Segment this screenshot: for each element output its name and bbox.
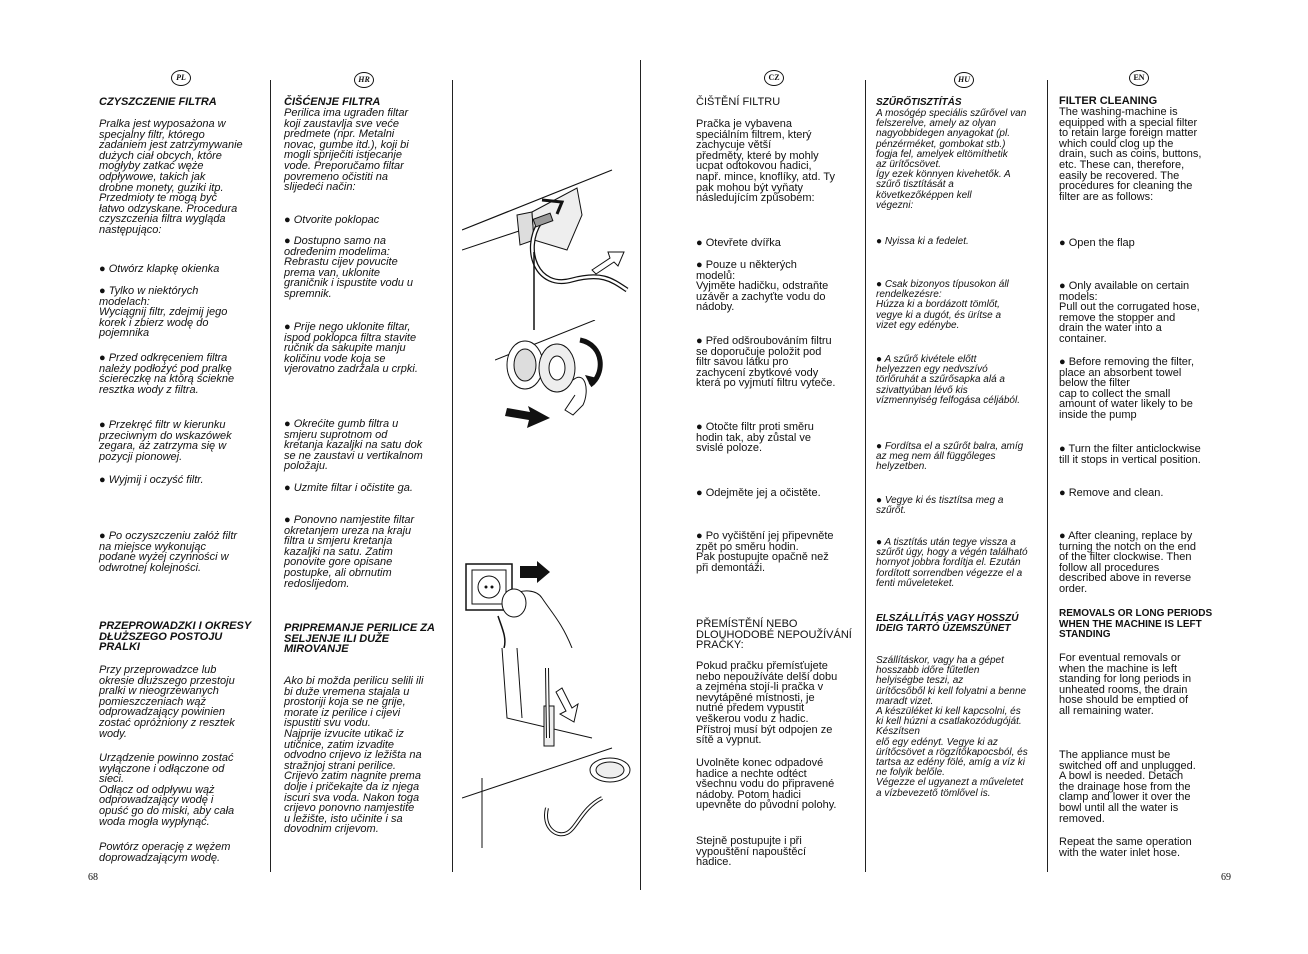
paragraph: Repeat the same operation with the water inlet hose. — [1059, 836, 1192, 859]
bullet-item: ● Ponovno namjestite filtar okretanjem ureza na kraju filtra u smjeru kretanja kazaljki na satu. Zatim ponovite gore opisane postupke, ali obrnutim redoslijedom. — [284, 514, 415, 590]
bullet-item: ● Przed odkręceniem filtra należy podłożyć pod pralkę ściereczkę na którą ściekne resztka wody z filtra. — [99, 352, 235, 396]
bullet-item: ● Pouze u některých modelů: Vyjměte hadičku, odstraňte uzávěr a zachyťte vodu do nádoby. — [696, 259, 829, 314]
paragraph: For eventual removals or when the machine is left standing for long periods in unheated rooms, the drain hose should be emptied of all remaining water. — [1059, 652, 1192, 717]
paragraph: Przy przeprowadzce lub okresie dłuższego przestoju pralki w nieogrzewanych pomieszczeniach wąż odprowadzający powinien zostać opróżniony z resztek wody. — [99, 664, 235, 740]
bullet-item: ● Otevřete dvířka — [696, 237, 781, 249]
language-badge-cz: CZ — [764, 70, 784, 86]
page-fold — [640, 60, 641, 890]
bullet-item: ● Tylko w niektórych modelach: Wyciągnij filtr, zdejmij jego korek i zbierz wodę do pojemnika — [99, 285, 228, 340]
paragraph: Perilica ima ugrađen filtar koji zaustavlja sve veće predmete (npr. Metalni novac, gumbe itd.), koji bi mogli spriječiti istjecanje vode. Preporučamo filtar povremeno očistiti na slijedeći način: — [284, 107, 409, 194]
bullet-item: ● Před odšroubováním filtru se doporučuje položit pod filtr savou látku pro zachycení zbytkové vody která po vyjmutí filtru vyteče. — [696, 335, 836, 390]
paragraph: Ako bi možda perilicu selili ili bi duže vremena stajala u prostoriji koja se ne grije, morate iz perilice i cijevi ispustiti svu vodu. Najprije izvucite utikač iz utičnice, zatim izvadite odvodno crijevo iz ležišta na stražnjoj strani perilice. Crijevo zatim nagnite prema dolje i pričekajte da iz njega iscuri sva voda. Nakon toga crijevo ponovno namjestite u ležište, isto učinite i sa dovodnim crijevom. — [284, 675, 424, 836]
bullet-item: ● Open the flap — [1059, 237, 1135, 249]
paragraph: Pralka jest wyposażona w specjalny filtr, którego zadaniem jest zatrzymywanie dużych ciał obcych, które mogłyby zatkać węże odpływowe, takich jak drobne monety, guziki itp. Przedmioty te mogą być łatwo odzyskane. Procedura czyszczenia filtra wygląda następująco: — [99, 118, 243, 236]
bullet-item: ● Fordítsa el a szűrőt balra, amíg az meg nem áll függőleges helyzetben. — [876, 441, 1024, 473]
paragraph: Pokud pračku přemísťujete nebo nepoužíváte delší dobu a zejména stojí-li pračka v nevytápěné místnosti, je nutné předem vypustit veškerou vodu z hadic. Přístroj musí být odpojen ze sítě a vypnut. — [696, 660, 838, 747]
bullet-item: ● Okrećite gumb filtra u smjeru suprotnom od kretanja kazaljki na satu dok se ne zaustavi u vertikalnom položaju. — [284, 418, 423, 473]
language-badge-hr: HR — [354, 72, 374, 88]
section-heading: PRZEPROWADZKI I OKRESY DŁUŻSZEGO POSTOJU PRALKI — [99, 620, 252, 654]
bullet-item: ● Uzmite filtar i očistite ga. — [284, 482, 413, 494]
column-divider — [865, 80, 866, 872]
paragraph: Powtórz operację z wężem doprowadzającym wodę. — [99, 841, 231, 864]
paragraph: Pračka je vybavena speciálním filtrem, který zachycuje větší předměty, které by mohly ucpat odtokovou hadici, např. mince, knoflíky, atd. Ty pak mohou být vyňaty následujícím způsobem: — [696, 118, 835, 205]
paragraph: Stejně postupujte i při vypouštění napouštěcí hadice. — [696, 835, 807, 869]
illustration-unplug — [462, 558, 582, 653]
section-heading: PŘEMÍSTĚNÍ NEBO DLOUHODOBÉ NEPOUŽÍVÁNÍ PRAČKY: — [696, 618, 852, 652]
bullet-item: ● Odejměte jej a očistěte. — [696, 487, 821, 499]
bullet-item: ● Csak bizonyos típusokon áll rendelkezésre: Húzza ki a bordázott tömlőt, vegye ki a dugót, és ürítse a vizet egy edénybe. — [876, 279, 1009, 331]
language-badge-hu: HU — [954, 72, 974, 88]
bullet-item: ● Turn the filter anticlockwise till it stops in vertical position. — [1059, 443, 1201, 466]
bullet-item: ● Wyjmij i oczyść filtr. — [99, 474, 204, 486]
language-badge-en: EN — [1129, 70, 1149, 86]
paragraph: The appliance must be switched off and unplugged. A bowl is needed. Detach the drainage hose from the clamp and lower it over the bowl until all the water is removed. — [1059, 749, 1196, 825]
section-heading: ČIŠTĚNÍ FILTRU — [696, 96, 781, 108]
bullet-item: ● After cleaning, replace by turning the notch on the end of the filter clockwise. Then follow all procedures described above in reverse order. — [1059, 530, 1196, 595]
bullet-item: ● A szűrő kivétele előtt helyezzen egy nedvszívó törlőruhát a szűrősapka alá a szivattyúban lévő kis vízmennyiség felfogása céljából. — [876, 354, 1020, 406]
section-heading: SZŰRŐTISZTÍTÁS — [876, 97, 962, 108]
bullet-item: ● A tisztítás után tegye vissza a szűrőt úgy, hogy a végén található hornyot jobbra fordítja el. Ezután fordított sorrendben végezze el a fenti műveleteket. — [876, 537, 1028, 589]
bullet-item: ● Po vyčištění jej připevněte zpět po směru hodin. Pak postupujte opačně než při demontáži. — [696, 530, 834, 574]
illustration-turn-filter — [495, 320, 615, 445]
bullet-item: ● Otočte filtr proti směru hodin tak, aby zůstal ve svislé poloze. — [696, 421, 814, 455]
language-badge-pl: PL — [171, 70, 191, 86]
bullet-item: ● Po oczyszczeniu załóż filtr na miejsce wykonując podane wyżej czynności w odwrotnej kolejności. — [99, 530, 238, 574]
bullet-item: ● Before removing the filter, place an absorbent towel below the filter cap to collect the small amount of water likely to be inside the pump — [1059, 356, 1195, 421]
section-heading: REMOVALS OR LONG PERIODS WHEN THE MACHINE IS LEFT STANDING — [1059, 608, 1213, 641]
paragraph: The washing-machine is equipped with a special filter to retain large foreign matter which could clog up the drain, such as coins, buttons, etc. These can, therefore, easily be recovered. The procedures for cleaning the filter are as follows: — [1059, 106, 1202, 203]
section-heading: CZYSZCZENIE FILTRA — [99, 96, 217, 108]
bullet-item: ● Only available on certain models: Pull out the corrugated hose, remove the stopper and drain the water into a container. — [1059, 280, 1200, 345]
page-number-right: 69 — [1221, 872, 1231, 883]
section-heading: FILTER CLEANING — [1059, 95, 1158, 107]
bullet-item: ● Otvorite poklopac — [284, 214, 380, 226]
paragraph: Uvolněte konec odpadové hadice a nechte odtéct všechnu vodu do připravené nádoby. Potom hadici upevněte do původní polohy. — [696, 757, 837, 812]
bullet-item: ● Remove and clean. — [1059, 487, 1164, 499]
illustration-open-flap — [462, 130, 632, 345]
bullet-item: ● Nyissa ki a fedelet. — [876, 236, 969, 247]
paragraph: Szállításkor, vagy ha a gépet hosszabb időre fűtetlen helyiségbe teszi, az ürítőcsőből ki kell folyatni a benne maradt vizet. A készüléket ki kell kapcsolni, és ki kell húzni a csatlakozódugóját. Készítsen elő egy edényt. Vegye ki az ürítőcsövet a rögzítőkapocsból, és tartsa az edény fölé, amíg a víz ki ne folyik belőle. Végezze el ugyanezt a műveletet a vízbevezető tömlővel is. — [876, 655, 1028, 799]
bullet-item: ● Dostupno samo na određenim modelima: Rebrastu cijev povucite prema van, uklonite graničnik i ispustite vodu u spremnik. — [284, 235, 414, 300]
column-divider — [452, 80, 453, 872]
paragraph: Urządzenie powinno zostać wyłączone i odłączone od sieci. Odłącz od odpływu wąż odprowadzający wodę i opuść go do miski, aby cała woda mogła wypłynąć. — [99, 752, 235, 828]
page-number-left: 68 — [88, 872, 98, 883]
illustration-drain-hose — [462, 648, 632, 853]
column-divider — [270, 80, 271, 872]
bullet-item: ● Przekręć filtr w kierunku przeciwnym do wskazówek zegara, aż zatrzyma się w pozycji pionowej. — [99, 419, 232, 463]
bullet-item: ● Otwórz klapkę okienka — [99, 263, 220, 275]
bullet-item: ● Vegye ki és tisztítsa meg a szűrőt. — [876, 495, 1004, 517]
section-heading: PRIPREMANJE PERILICE ZA SELJENJE ILI DUŽE MIROVANJE — [284, 622, 435, 656]
paragraph: A mosógép speciális szűrővel van felszerelve, amely az olyan nagyobbidegen anyagokat (pl. pénzérméket, gombokat stb.) fogja fel, amelyek eltömíthetik az ürítőcsövet. Így ezek könnyen kivehetők. A szűrő tisztítását a következőképpen kell végezni: — [876, 108, 1027, 211]
section-heading: ČIŠĆENJE FILTRA — [284, 96, 381, 108]
column-divider — [1047, 80, 1048, 872]
section-heading: ELSZÁLLÍTÁS VAGY HOSSZÚ IDEIG TARTÓ ÜZEMSZÜNET — [876, 613, 1019, 635]
bullet-item: ● Prije nego uklonite filtar, ispod poklopca filtra stavite ručnik da sakupite manju količinu vode koja se vjerovatno zadržala u crpki. — [284, 321, 418, 376]
